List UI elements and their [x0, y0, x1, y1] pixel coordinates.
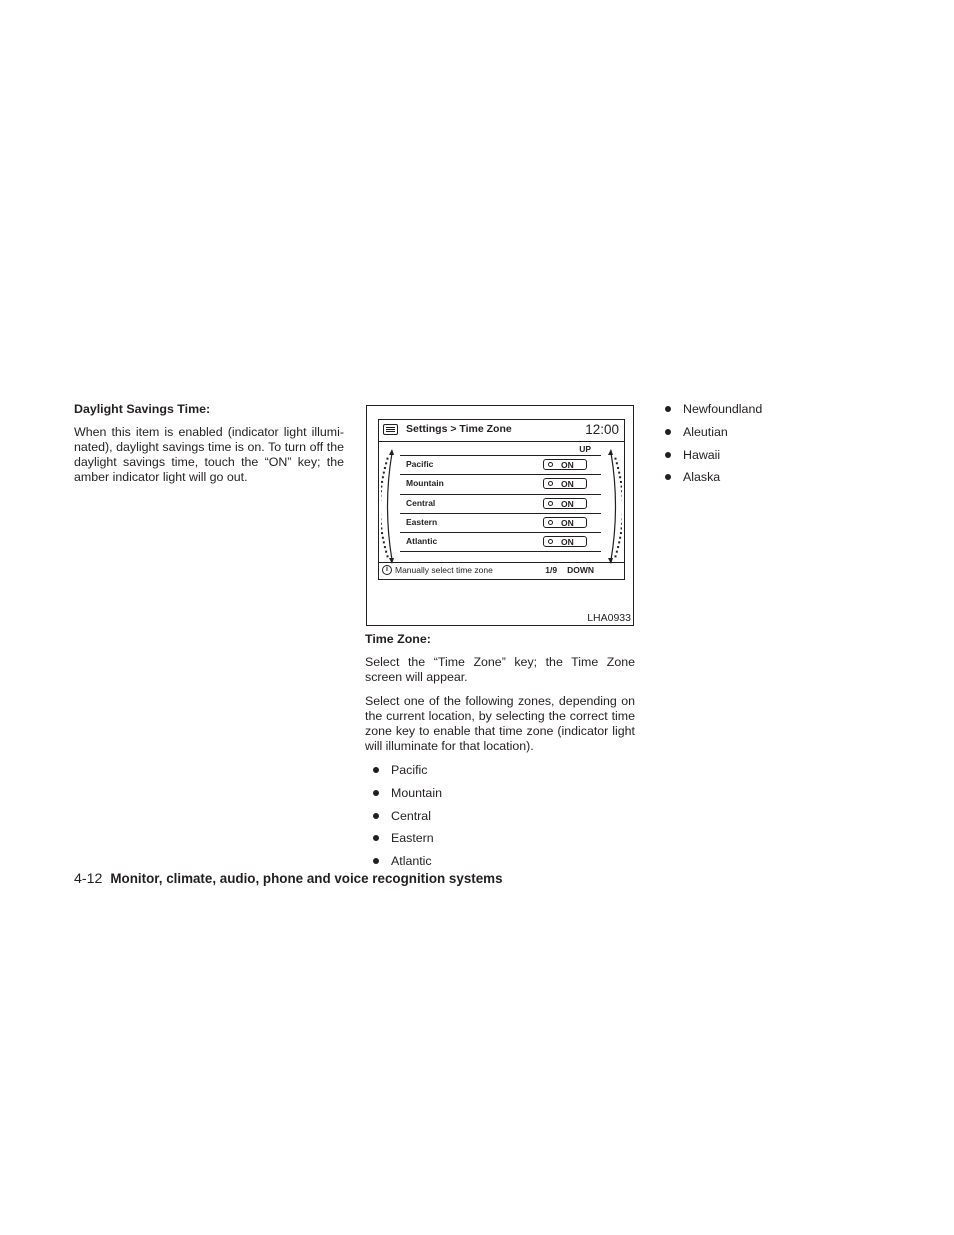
- rail-tick: [616, 551, 618, 553]
- rail-tick: [621, 486, 622, 488]
- rail-tick: [621, 523, 622, 525]
- rail-tick: [381, 481, 383, 483]
- rail-tick: [621, 490, 622, 492]
- indicator-light-icon: [548, 462, 553, 467]
- rail-tick: [383, 541, 385, 543]
- bullet-icon: [373, 813, 379, 819]
- scroll-rail-right[interactable]: [608, 449, 622, 564]
- list-item: Central: [373, 809, 635, 824]
- rail-tick: [382, 476, 384, 478]
- indicator-light-icon: [548, 501, 553, 506]
- rail-tick: [381, 532, 383, 534]
- scroll-down-button[interactable]: DOWN: [567, 565, 594, 575]
- screen-clock: 12:00: [585, 422, 619, 437]
- bullet-icon: [373, 790, 379, 796]
- page-indicator: 1/9: [545, 565, 558, 575]
- zone-list-continued: [665, 402, 885, 485]
- list-item: Pacific: [373, 763, 635, 778]
- zone-list: [373, 763, 635, 869]
- section-time-zone: [365, 632, 635, 877]
- list-item: Newfoundland: [665, 402, 885, 417]
- rail-tick: [387, 555, 389, 557]
- bullet-icon: [665, 474, 671, 480]
- bullet-icon: [665, 406, 671, 412]
- row-label: Atlantic: [406, 536, 438, 547]
- rail-tick: [385, 551, 387, 553]
- bullet-icon: [665, 452, 671, 458]
- footer-hint: Manually select time zone: [395, 565, 493, 575]
- rail-tick: [381, 490, 382, 492]
- on-key-eastern[interactable]: ON: [543, 517, 587, 528]
- time-zone-figure: [366, 405, 634, 626]
- section-para-2: Select one of the following zones, depending on the current location, by selecting the correct time zone key to enable that time zone (indicator light will illuminate for that location).: [365, 694, 635, 753]
- page-footer: [74, 871, 503, 887]
- bullet-icon: [373, 835, 379, 841]
- time-zone-row-atlantic[interactable]: [400, 533, 601, 552]
- indicator-light-icon: [548, 539, 553, 544]
- list-item: Hawaii: [665, 448, 885, 463]
- rail-tick: [621, 527, 622, 529]
- rail-tick: [619, 476, 621, 478]
- rail-tick: [384, 467, 386, 469]
- bullet-icon: [373, 858, 379, 864]
- indicator-light-icon: [548, 520, 553, 525]
- time-zone-row-eastern[interactable]: [400, 514, 601, 533]
- list-item: Aleutian: [665, 425, 885, 440]
- row-label: Mountain: [406, 478, 444, 489]
- screen-title: Settings > Time Zone: [406, 423, 512, 435]
- rail-tick: [387, 458, 389, 460]
- rail-tick: [614, 458, 616, 460]
- rail-tick: [617, 467, 619, 469]
- on-key-atlantic[interactable]: ON: [543, 536, 587, 547]
- menu-icon: [383, 424, 398, 435]
- bullet-icon: [665, 429, 671, 435]
- info-icon: i: [382, 565, 392, 575]
- time-zone-row-central[interactable]: [400, 495, 601, 514]
- rail-tick: [383, 472, 385, 474]
- scroll-rail-left[interactable]: [381, 449, 395, 564]
- list-item: Atlantic: [373, 854, 635, 869]
- list-item: Eastern: [373, 831, 635, 846]
- rail-tick: [618, 472, 620, 474]
- screen-header: [379, 420, 624, 442]
- rail-tick: [385, 462, 387, 464]
- indicator-light-icon: [548, 481, 553, 486]
- rail-tick: [619, 537, 621, 539]
- scroll-up-button[interactable]: UP: [579, 444, 591, 454]
- rail-tick: [617, 546, 619, 548]
- list-item: Alaska: [665, 470, 885, 485]
- time-zone-row-pacific[interactable]: [400, 456, 601, 475]
- more-zones: [665, 402, 885, 493]
- row-label: Pacific: [406, 459, 434, 469]
- section-heading: Daylight Savings Time:: [74, 402, 211, 416]
- screen-footer: [379, 562, 624, 579]
- rail-tick: [381, 523, 382, 525]
- on-key-pacific[interactable]: ON: [543, 459, 587, 470]
- time-zone-row-mountain[interactable]: [400, 475, 601, 494]
- time-zone-list: [400, 455, 601, 552]
- list-item: Mountain: [373, 786, 635, 801]
- row-label: Central: [406, 497, 436, 508]
- on-key-mountain[interactable]: ON: [543, 478, 587, 489]
- section-heading: Time Zone:: [365, 632, 431, 646]
- rail-tick: [381, 527, 382, 529]
- rail-tick: [614, 555, 616, 557]
- bullet-icon: [373, 767, 379, 773]
- section-daylight-savings: [74, 402, 344, 494]
- row-label: Eastern: [406, 516, 438, 527]
- time-zone-screen: [378, 419, 625, 580]
- figure-id: LHA0933: [587, 612, 631, 624]
- section-body: When this item is enabled (indicator light illumi-nated), daylight savings time is on. To turn off the daylight savings time, touch the “ON” key; the amber indicator light will go out.: [74, 425, 344, 484]
- rail-tick: [616, 462, 618, 464]
- rail-tick: [620, 481, 622, 483]
- rail-tick: [381, 486, 382, 488]
- rail-tick: [618, 541, 620, 543]
- rail-tick: [382, 537, 384, 539]
- chapter-title: Monitor, climate, audio, phone and voice recognition systems: [110, 871, 503, 886]
- rail-tick: [620, 532, 622, 534]
- page-number: 4-12: [74, 871, 103, 887]
- section-para-1: Select the “Time Zone” key; the Time Zone screen will appear.: [365, 655, 635, 684]
- rail-tick: [384, 546, 386, 548]
- on-key-central[interactable]: ON: [543, 498, 587, 509]
